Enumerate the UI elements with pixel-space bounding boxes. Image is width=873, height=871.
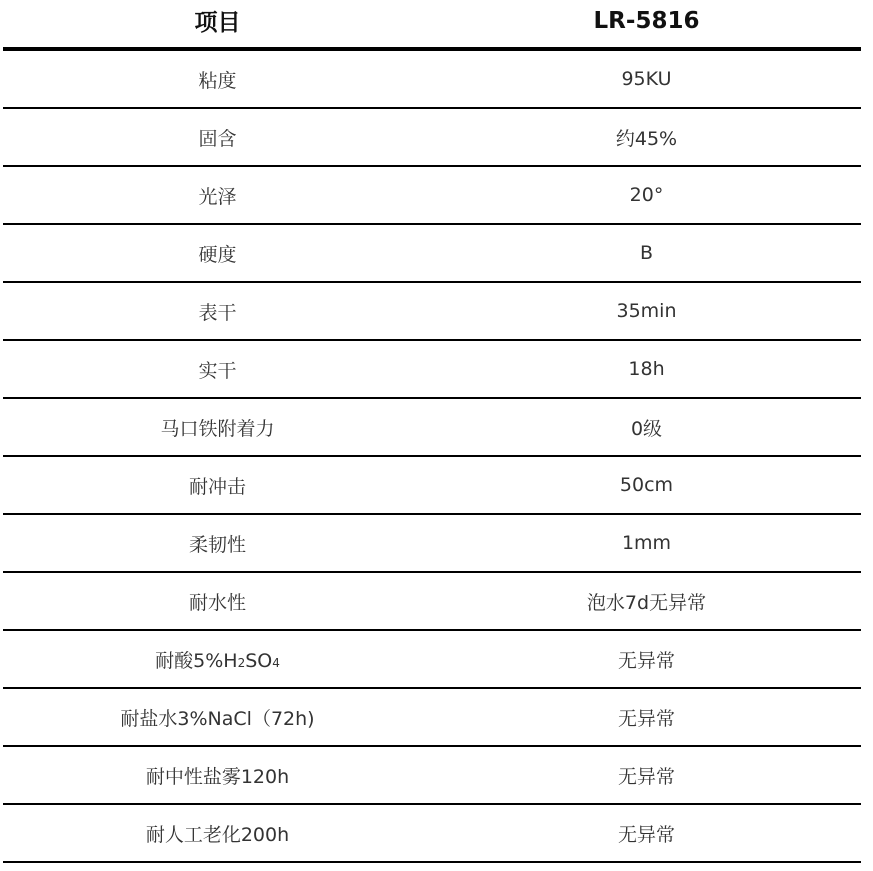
value-cell: 无异常 — [617, 765, 675, 788]
header-product: LR-5816 — [593, 7, 700, 34]
item-cell: 耐盐水3%NaCl（72h) — [120, 707, 315, 730]
table-row — [3, 283, 861, 341]
value-cell: 95KU — [621, 68, 672, 90]
value-cell: 20° — [629, 184, 664, 206]
table-row — [3, 109, 861, 167]
item-cell: 硬度 — [198, 243, 237, 266]
table-row — [3, 573, 861, 631]
table-row — [3, 341, 861, 399]
value-cell: 35min — [616, 300, 677, 322]
table-row — [3, 225, 861, 283]
value-cell: 0级 — [630, 417, 663, 440]
item-cell: 耐中性盐雾120h — [145, 765, 290, 788]
item-cell: 实干 — [198, 359, 237, 382]
table-row — [3, 805, 861, 863]
table-row — [3, 457, 861, 515]
table-row — [3, 167, 861, 225]
table-row — [3, 51, 861, 109]
item-cell: 固含 — [198, 127, 237, 150]
item-cell: 耐水性 — [188, 591, 246, 614]
item-cell: 表干 — [198, 301, 237, 324]
item-cell: 柔韧性 — [188, 533, 246, 556]
table-header-row — [3, 0, 861, 51]
item-cell: 耐冲击 — [188, 475, 246, 498]
value-cell: 泡水7d无异常 — [586, 591, 707, 614]
value-cell: B — [639, 242, 654, 264]
table-body — [3, 51, 861, 863]
value-cell: 无异常 — [617, 823, 675, 846]
header-item: 项目 — [194, 10, 241, 36]
item-cell: 粘度 — [198, 69, 237, 92]
table-row — [3, 515, 861, 573]
item-cell: 耐人工老化200h — [145, 823, 290, 846]
item-cell: 马口铁附着力 — [160, 417, 275, 440]
item-cell: 光泽 — [198, 185, 237, 208]
spec-table — [3, 0, 861, 863]
table-row — [3, 689, 861, 747]
value-cell: 约45% — [615, 127, 678, 150]
value-cell: 50cm — [619, 474, 674, 496]
table-row — [3, 631, 861, 689]
value-cell: 无异常 — [617, 649, 675, 672]
value-cell: 无异常 — [617, 707, 675, 730]
item-cell: 耐酸5%H2SO4 — [155, 649, 280, 672]
value-cell: 18h — [628, 358, 665, 380]
table-row — [3, 747, 861, 805]
value-cell: 1mm — [621, 532, 672, 554]
table-row — [3, 399, 861, 457]
